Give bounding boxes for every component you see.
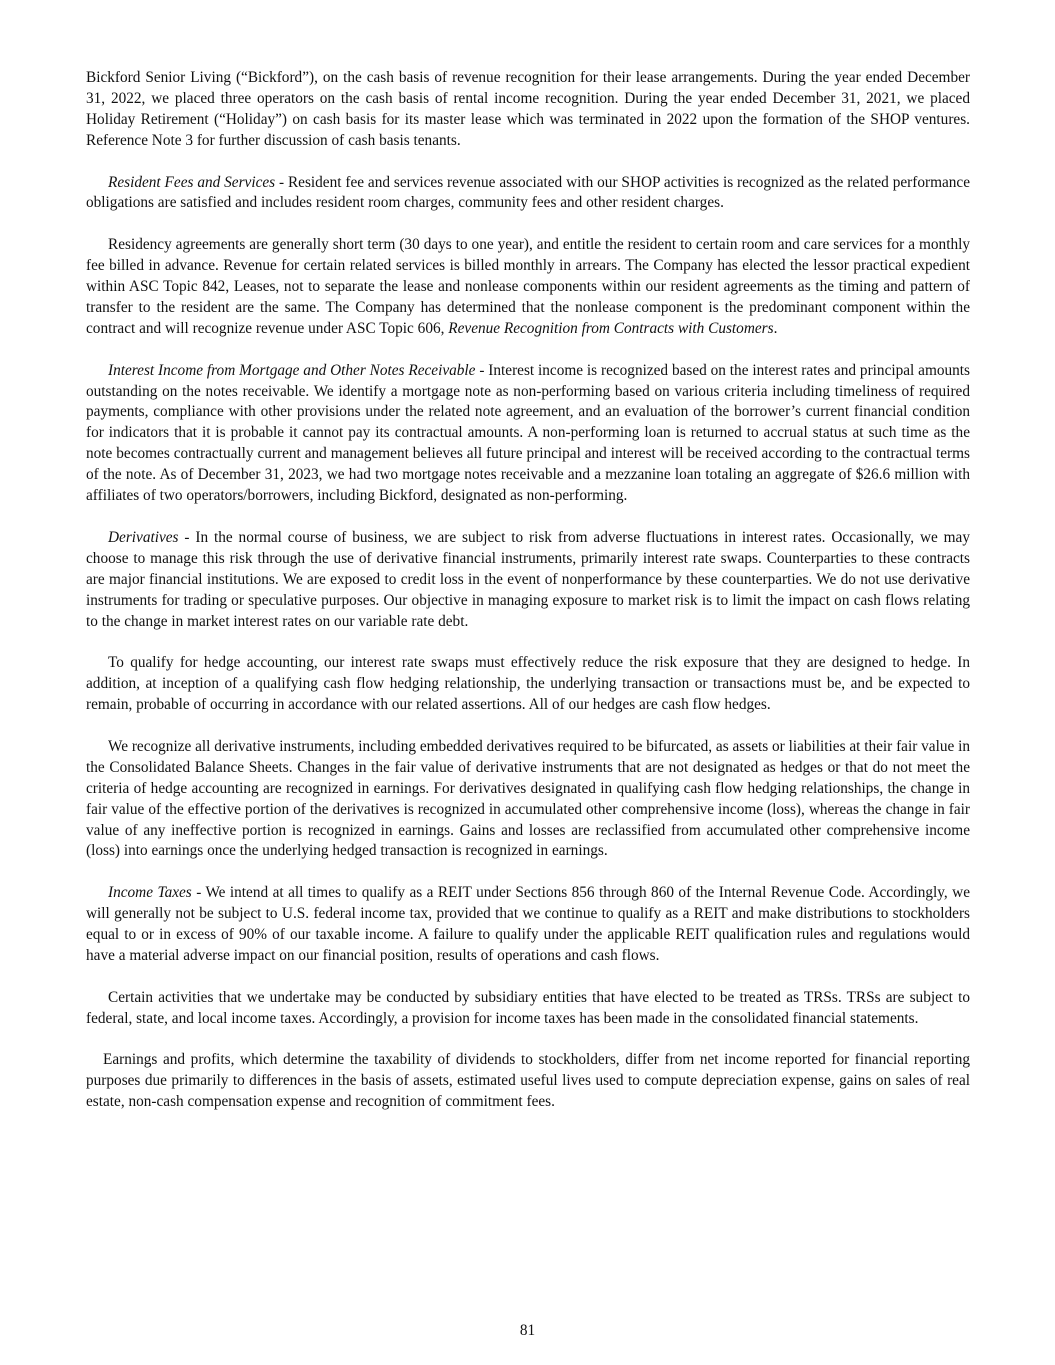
paragraph-derivatives: Derivatives - In the normal course of business, we are subject to risk from adverse fluctuations in interest rates. Occasionally, we may choose to manage this risk through the use of derivative financial instruments, primarily interest rate swaps. Counterparties to these contracts are major financial institutions. We are exposed to credit loss in the event of nonperformance by these counterparties. We do not use derivative instruments for trading or speculative purposes. Our objective in managing exposure to market risk is to limit the impact on cash flows relating to the change in market interest rates on our variable rate debt. [86,528,970,630]
paragraph-earnings-profits: Earnings and profits, which determine the taxability of dividends to stockholders, differ from net income reported for financial reporting purposes due primarily to differences in the basis of assets, estimated useful lives used to compute depreciation expense, gains on sales of real estate, non-cash compensation expense and recognition of commitment fees. [86,1051,970,1111]
paragraph-resident-fees: Resident Fees and Services - Resident fee and services revenue associated with our SHOP activities is recognized as the related performance obligations are satisfied and includes resident room charges, community fees and other resident charges. [86,173,970,212]
paragraph-interest-income: Interest Income from Mortgage and Other Notes Receivable - Interest income is recognized based on the interest rates and principal amounts outstanding on the notes receivable. We identify a mortgage note as non-performing based on various criteria including timeliness of required payments, compliance with other provisions under the related note agreement, and an evaluation of the borrower’s current financial condition for indicators that it is probable it cannot pay its contractual amounts. A non-performing loan is returned to accrual status at such time as the note becomes contractually current and management believes all future principal and interest will be received according to the contractual terms of the note. As of December 31, 2023, we had two mortgage notes receivable and a mezzanine loan totaling an aggregate of $26.6 million with affiliates of two operators/borrowers, including Bickford, designated as non-performing. [86,361,971,505]
document-body [86,68,970,1134]
paragraph-cash-basis: Bickford Senior Living (“Bickford”), on the cash basis of revenue recognition for their lease arrangements. During the year ended December 31, 2022, we placed three operators on the cash basis of rental income recognition. During the year ended December 31, 2021, we placed Holiday Retirement (“Holiday”) on cash basis for its master lease which was terminated in 2022 upon the formation of the SHOP ventures. Reference Note 3 for further discussion of cash basis tenants. [86,69,970,149]
paragraph-residency-agreements: Residency agreements are generally short term (30 days to one year), and entitle the resident to certain room and care services for a monthly fee billed in advance. Revenue for certain related services is billed monthly in arrears. The Company has elected the lessor practical expedient within ASC Topic 842, Leases, not to separate the lease and nonlease components within our resident agreements as the timing and pattern of transfer to the resident are the same. The Company has determined that the nonlease component is the predominant component within the contract and will recognize revenue under ASC Topic 606, Revenue Recognition from Contracts with Customers. [86,236,970,337]
heading-derivatives: Derivatives [108,528,179,546]
paragraph-hedge-accounting: To qualify for hedge accounting, our interest rate swaps must effectively reduce the risk exposure that they are designed to hedge. In addition, at inception of a qualifying cash flow hedging relationship, the underlying transaction or transactions must be, and be expected to remain, probable of occurring in accordance with our related assertions. All of our hedges are cash flow hedges. [86,654,970,714]
page-number: 81 [519,1322,536,1339]
heading-resident-fees: Resident Fees and Services [108,173,276,191]
heading-income-taxes: Income Taxes [108,884,192,902]
paragraph-income-taxes: Income Taxes - We intend at all times to qualify as a REIT under Sections 856 through 860 of the Internal Revenue Code. Accordingly, we will generally not be subject to U.S. federal income tax, provided that we continue to qualify as a REIT and make distributions to stockholders equal to or in excess of 90% of our taxable income. A failure to qualify under the applicable REIT qualification rules and regulations would have a material adverse impact on our financial position, results of operations and cash flows. [86,884,971,964]
paragraph-trs: Certain activities that we undertake may be conducted by subsidiary entities that have elected to be treated as TRSs. TRSs are subject to federal, state, and local income taxes. Accordingly, a provision for income taxes has been made in the consolidated financial statements. [86,988,970,1027]
paragraph-derivative-recognition: We recognize all derivative instruments, including embedded derivatives required to be bifurcated, as assets or liabilities at their fair value in the Consolidated Balance Sheets. Changes in the fair value of derivative instruments that are not designated as hedges or that do not meet the criteria of hedge accounting are recognized in earnings. For derivatives designated in qualifying cash flow hedging relationships, the change in fair value of the effective portion of the derivatives is recognized in accumulated other comprehensive income (loss), whereas the change in fair value of any ineffective portion is recognized in earnings. Gains and losses are reclassified from accumulated other comprehensive income (loss) into earnings once the underlying hedged transaction is recognized in earnings. [86,737,970,860]
heading-interest-income: Interest Income from Mortgage and Other Notes Receivable [108,361,476,379]
